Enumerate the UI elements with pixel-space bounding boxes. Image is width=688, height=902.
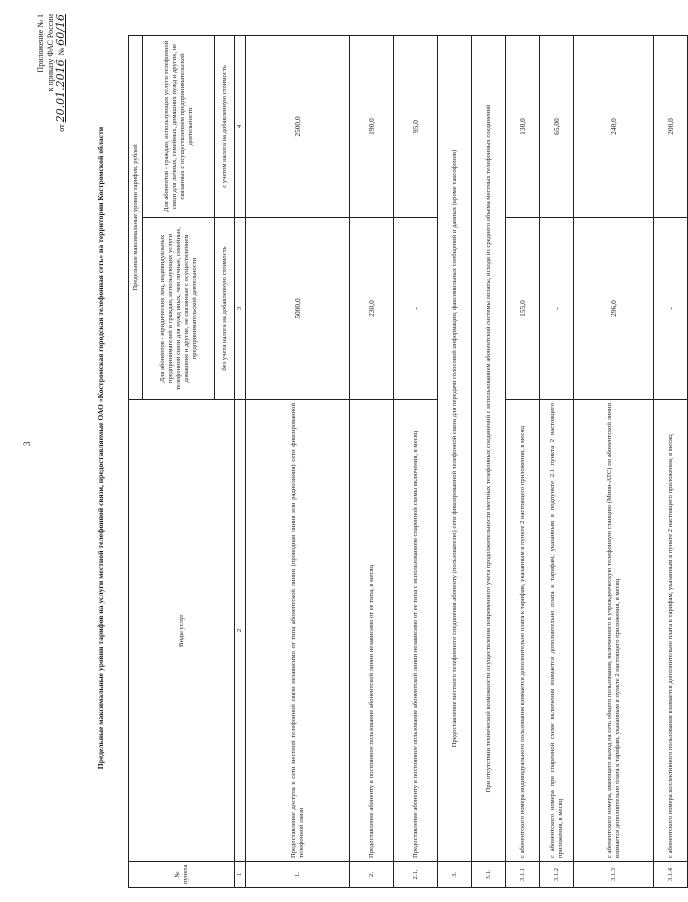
section-row: [472, 35, 506, 887]
header-item-number: № пункта: [129, 862, 235, 888]
date-value: 20.01.2016: [54, 59, 67, 123]
service-description: Предоставление доступа к сети местной телефонной связи независимо от типа абонентской линии (проводная линия или радиолиния) сети фиксированной телефонной связи: [246, 400, 350, 862]
tariff-legal: 5000,0: [246, 218, 350, 400]
tariff-citizens: 130,0: [506, 35, 540, 217]
document-title: Предельные максимальные уровни тарифов на услуги местной телефонной связи, предоставляемые ОАО «Костромская городская телефонная сеть» на территории Костромской области: [96, 126, 105, 770]
tariff-legal: -: [394, 218, 438, 400]
appendix-date-line: [56, 14, 67, 154]
row-number: 2.: [350, 862, 394, 888]
section-heading: При отсутствии технической возможности осуществления повременного учета продолжительности местных телефонных соединений с использованием абонентской системы оплаты, исходя из среднего объема местных телефонных соединений: [472, 35, 506, 861]
header-max-levels: Предельные максимальные уровни тарифов, рублей: [129, 35, 143, 399]
note-with-vat: с учетом налога на добавленную стоимость: [215, 35, 235, 217]
appendix-line-1: Приложение № 1: [36, 14, 45, 73]
table-row: [394, 35, 438, 887]
service-description: с абонентского номера коллективного пользования взимается дополнительно плата к тарифам, указанным в пункте 2 настоящего приложения, в месяц: [654, 400, 688, 862]
row-number: 3.: [438, 862, 472, 888]
table-row: [654, 35, 688, 887]
column-index-row: [235, 35, 246, 887]
row-number: 3.1.4: [654, 862, 688, 888]
index-cell: 1: [235, 862, 246, 888]
row-number: 3.1.3: [574, 862, 654, 888]
header-service-types: Виды услуг: [129, 400, 235, 862]
table-row: [506, 35, 540, 887]
note-without-vat: без учета налога на добавленную стоимость: [215, 218, 235, 400]
appendix-line-2: к приказу ФАС России: [46, 14, 55, 92]
tariff-legal: 155,0: [506, 218, 540, 400]
index-cell: 3: [235, 218, 246, 400]
tariff-legal: -: [654, 218, 688, 400]
tariff-legal: 296,0: [574, 218, 654, 400]
row-number: 1.: [246, 862, 350, 888]
tariff-table: [128, 35, 688, 888]
tariff-citizens: 2500,0: [246, 35, 350, 217]
index-cell: 4: [235, 35, 246, 217]
number-prefix: №: [57, 47, 66, 56]
appendix-header: [36, 14, 67, 154]
service-description: с абонентского номера при спаренной схеме включения взимается дополнительно плата к тарифам, указанным в подпункте 2.1 пункта 2 настоящего приложения, в месяц: [540, 400, 574, 862]
tariff-citizens: 240,0: [574, 35, 654, 217]
tariff-citizens: 95,0: [394, 35, 438, 217]
tariff-citizens: 190,0: [350, 35, 394, 217]
row-number: 3.1.: [472, 862, 506, 888]
page-number: 3: [22, 441, 32, 446]
tariff-citizens: 65,00: [540, 35, 574, 217]
index-cell: 2: [235, 400, 246, 862]
service-description: Предоставление абоненту в постоянное пользование абонентской линии независимо от ее типа, в месяц: [350, 400, 394, 862]
row-number: 2.1.: [394, 862, 438, 888]
number-value: 60/16: [54, 14, 67, 46]
table-row: [350, 35, 394, 887]
table-row: [574, 35, 654, 887]
header-legal-entities: Для абонентов - юридических лиц, индивидуальных предпринимателей и граждан, использующих услуги телефонной связи для нужд иных, чем личные, семейные, домашние и другие, не связанные с осуществлением предпринимательской деятельности: [143, 218, 215, 400]
service-description: Предоставление абоненту в постоянное пользование абонентской линии независимо от ее типа с использованием спаренной схемы включения, в месяц: [394, 400, 438, 862]
service-description: с абонентского номера, имеющего выход на сеть общего пользования, включенного в учрежденческую телефонную станцию (Мини-АТС) по абонентской линии взимается дополнительно плата к тарифам, указанным в пункте 2 настоящего приложения, в месяц: [574, 400, 654, 862]
row-number: 3.1.2: [540, 862, 574, 888]
table-row: [540, 35, 574, 887]
tariff-legal: 230,0: [350, 218, 394, 400]
header-citizens: Для абонентов - граждан, использующих услуги телефонной связи для личных, семейных, домашних нужд и других, не связанных с осуществлением предпринимательской деятельности: [143, 35, 215, 217]
table-row: [246, 35, 350, 887]
tariff-citizens: 200,0: [654, 35, 688, 217]
service-description: с абонентского номера индивидуального пользования взимается дополнительно плата к тарифам, указанным в пункте 2 настоящего приложения, в месяц: [506, 400, 540, 862]
section-row: [438, 35, 472, 887]
date-prefix: от: [57, 124, 66, 132]
row-number: 3.1.1: [506, 862, 540, 888]
tariff-legal: -: [540, 218, 574, 400]
section-heading: Предоставление местного телефонного соединения абоненту (пользователю) сети фиксированной телефонной связи для передачи голосовой информации, факсимильных сообщений и данных (кроме таксофонов): [438, 35, 472, 861]
